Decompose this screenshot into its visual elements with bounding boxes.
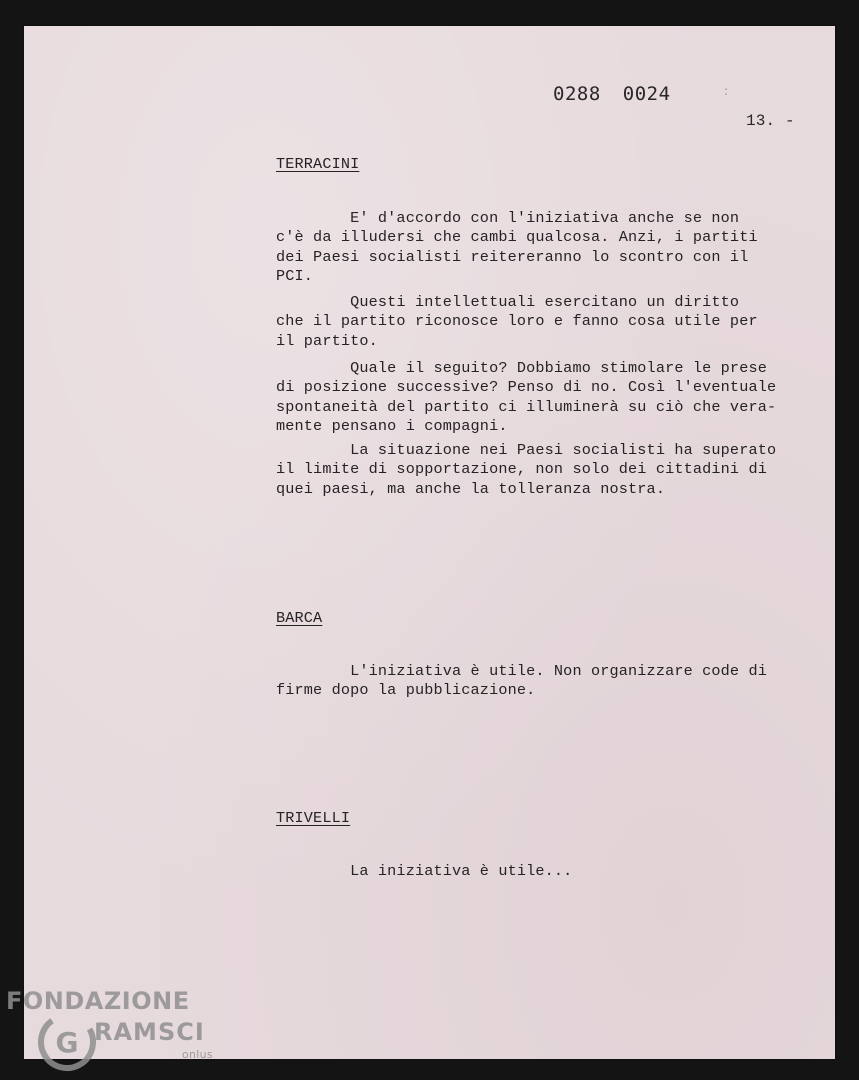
speaker-barca: BARCA — [276, 609, 323, 627]
archive-code-1: 0288 — [553, 83, 601, 105]
paragraph-terracini-1: E' d'accordo con l'iniziativa anche se non c'è da illudersi che cambi qualcosa. Anzi, i partiti dei Paesi socialisti reitereranno lo scontro con il PCI. — [276, 209, 758, 285]
watermark-line2: RAMSCI — [94, 1018, 205, 1046]
speaker-trivelli: TRIVELLI — [276, 809, 351, 827]
watermark-logo-icon — [36, 1011, 98, 1073]
watermark-line3: onlus — [182, 1048, 213, 1061]
faint-mark: : — [724, 84, 729, 98]
watermark-logo-letter: G — [55, 1026, 79, 1059]
paragraph-barca-1: L'iniziativa è utile. Non organizzare code di firme dopo la pubblicazione. — [276, 662, 767, 700]
archive-code-2: 0024 — [622, 83, 671, 105]
page-number: 13. - — [746, 112, 795, 130]
paragraph-trivelli-1: La iniziativa è utile... — [276, 862, 573, 880]
paragraph-terracini-4: La situazione nei Paesi socialisti ha superato il limite di sopportazione, non solo dei cittadini di quei paesi, ma anche la tolleranza nostra. — [276, 441, 777, 498]
speaker-terracini: TERRACINI — [276, 155, 360, 173]
paragraph-terracini-2: Questi intellettuali esercitano un diritto che il partito riconosce loro e fanno cosa utile per il partito. — [276, 293, 758, 350]
paragraph-terracini-3: Quale il seguito? Dobbiamo stimolare le prese di posizione successive? Penso di no. Così l'eventuale spontaneità del partito ci illuminerà su ciò che vera- mente pensano i compagni. — [276, 359, 777, 435]
watermark-line1: FONDAZIONE — [6, 987, 190, 1015]
archive-id — [553, 83, 671, 105]
document-page — [24, 26, 835, 1059]
fondazione-gramsci-watermark — [6, 985, 226, 1075]
